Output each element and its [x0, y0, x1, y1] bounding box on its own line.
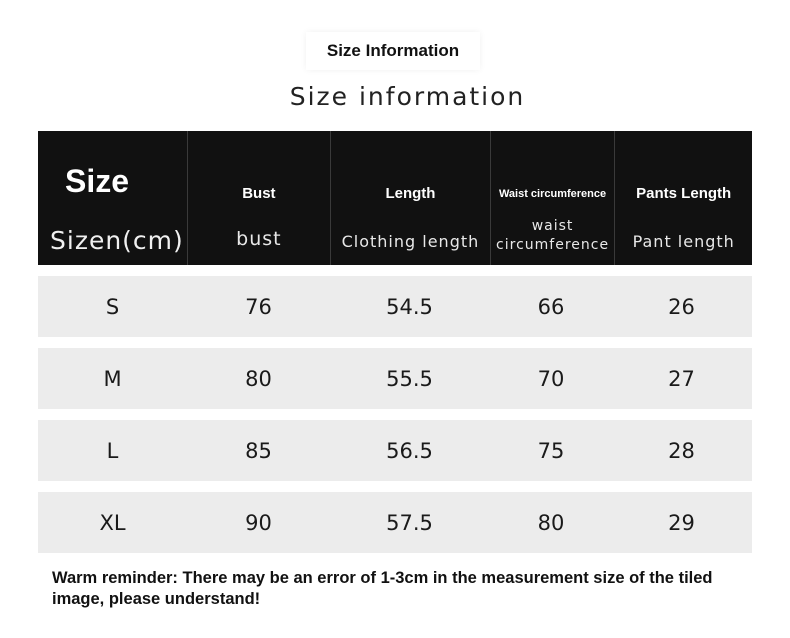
header-length-en: Length	[385, 185, 436, 202]
header-pants	[615, 131, 752, 265]
cell-waist: 75	[537, 438, 565, 463]
table-row	[38, 348, 752, 409]
cell-size: M	[103, 366, 122, 391]
cell-size: S	[105, 294, 120, 319]
cell-size: L	[106, 438, 119, 463]
table-header	[38, 131, 752, 265]
header-bust-en: Bust	[242, 185, 276, 202]
header-waist-sub: waist circumference	[496, 218, 610, 253]
header-pants-sub: Pant length	[632, 232, 735, 251]
cell-waist: 66	[537, 294, 565, 319]
table-row	[38, 276, 752, 337]
header-size	[38, 131, 188, 265]
size-information-label: Size Information	[306, 32, 480, 70]
page-subtitle: Size information	[289, 82, 526, 111]
cell-bust: 76	[245, 294, 272, 319]
cell-pants: 28	[668, 438, 695, 463]
size-table	[38, 131, 752, 553]
table-row	[38, 492, 752, 553]
header-size-title: Size	[65, 163, 130, 199]
cell-length: 57.5	[386, 510, 433, 535]
cell-bust: 80	[245, 366, 272, 391]
header-length	[331, 131, 491, 265]
cell-size: XL	[99, 510, 126, 535]
header-waist-en: Waist circumference	[498, 188, 607, 200]
cell-waist: 70	[537, 366, 565, 391]
cell-length: 54.5	[386, 294, 433, 319]
header-bust-sub: bust	[236, 228, 282, 250]
header-waist	[491, 131, 616, 265]
table-row	[38, 420, 752, 481]
cell-bust: 85	[245, 438, 272, 463]
cell-length: 55.5	[386, 366, 433, 391]
cell-bust: 90	[245, 510, 272, 535]
cell-pants: 29	[668, 510, 695, 535]
header-pants-en: Pants Length	[636, 185, 732, 202]
cell-waist: 80	[537, 510, 565, 535]
cell-pants: 26	[668, 294, 695, 319]
warm-reminder-note: Warm reminder: There may be an error of 1-3cm in the measurement size of the tiled image, please understand!	[52, 569, 713, 608]
header-length-sub: Clothing length	[341, 232, 480, 251]
header-size-unit: Sizen(cm)	[50, 226, 184, 255]
header-bust	[188, 131, 332, 265]
cell-pants: 27	[668, 366, 695, 391]
cell-length: 56.5	[386, 438, 433, 463]
